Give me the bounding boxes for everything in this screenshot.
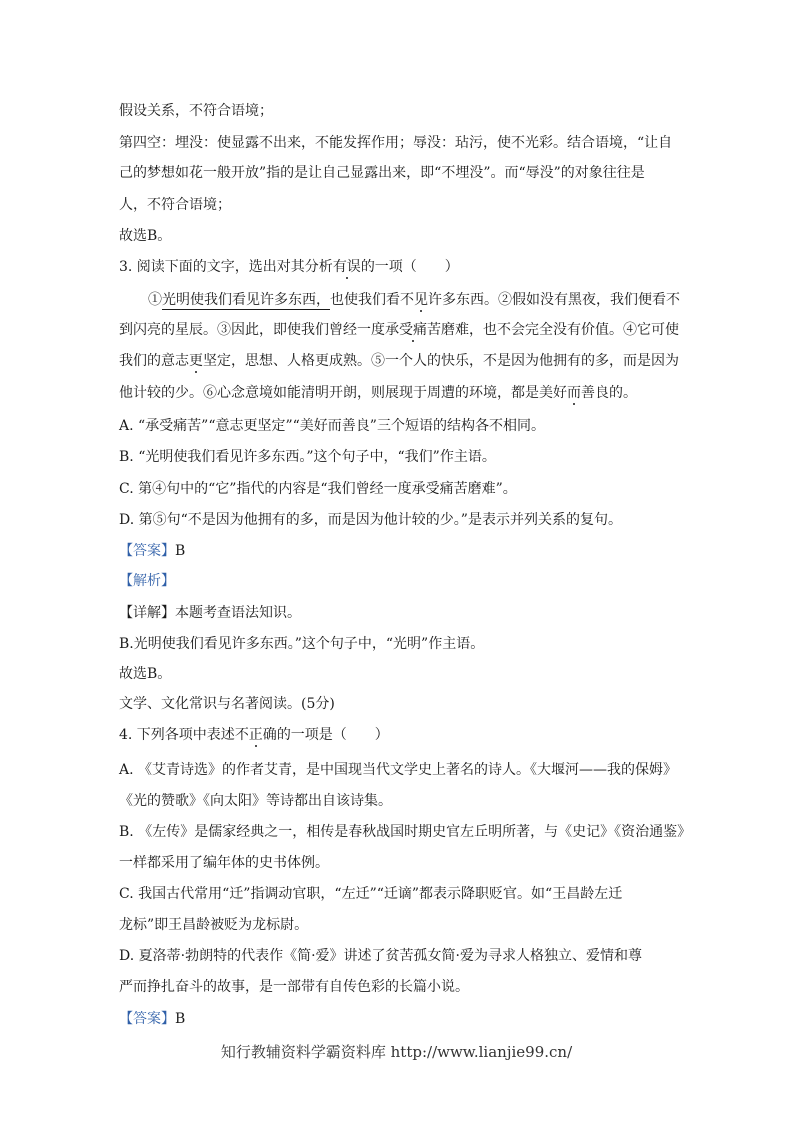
option-b: B. “光明使我们看见许多东西。”这个句子中，“我们”作主语。 <box>119 449 496 465</box>
option-d: D. 夏洛蒂·勃朗特的代表作《简·爱》讲述了贫苦孤女简·爱为寻求人格独立、爱情和尊 <box>119 948 642 964</box>
emphasis-dotted: 意志更坚定 <box>161 353 231 369</box>
footer-watermark: 知行教辅资料学霸资料库 http://www.lianjie99.cn/ <box>220 1043 573 1061</box>
answer-row <box>119 1009 185 1029</box>
section-heading: 文学、文化常识与名著阅读。(5分) <box>119 696 335 712</box>
conclude-line: 故选B。 <box>119 666 172 682</box>
answer-label: 【答案】 <box>119 543 175 559</box>
explain-line: B.光明使我们看见许多东西。”这个句子中，“光明”作主语。 <box>119 636 485 652</box>
option-c: C. 我国古代常用“迁”指调动官职，“左迁”“迁谪”都表示降职贬官。如“王昌龄左迁 <box>119 886 623 902</box>
question-4-stem: 4. 下列各项中表述不正确的一项是（ ） <box>119 727 389 743</box>
text-line: 第四空：埋没：使显露不出来，不能发挥作用；辱没：玷污，使不光彩。结合语境，“让自 <box>119 135 673 151</box>
emphasis-dotted: 有误 <box>332 259 361 275</box>
underlined-sentence: 光明使我们看见许多东西， <box>162 292 330 308</box>
option-a: A. 《艾青诗选》的作者艾青，是中国现当代文学史上著名的诗人。《大堰河——我的保姆》 <box>119 762 678 778</box>
passage-line: 我们的意志更坚定，思想、人格更成熟。⑤一个人的快乐，不是因为他拥有的多，而是因为 <box>119 353 679 369</box>
passage-line: ①光明使我们看见许多东西，也使我们看不见许多东西。②假如没有黑夜，我们便看不 <box>148 292 680 308</box>
answer-value: B <box>175 543 186 559</box>
emphasis-dotted: 美好而善良 <box>539 385 609 401</box>
option-b: B. 《左传》是儒家经典之一，相传是春秋战国时期史官左丘明所著，与《史记》《资治通鉴》 <box>119 824 692 840</box>
option-c: C. 第④句中的“它”指代的内容是“我们曾经一度承受痛苦磨难”。 <box>119 481 517 497</box>
passage-line: 他计较的少。⑥心念意境如能清明开朗，则展现于周遭的环境，都是美好而善良的。 <box>119 385 637 401</box>
text-line: 己的梦想如花一般开放”指的是让自己显露出来，即“不埋没”。而“辱没”的对象往往是 <box>119 165 645 181</box>
analysis-label: 【解析】 <box>119 573 175 589</box>
detail-line: 【详解】本题考查语法知识。 <box>119 605 301 621</box>
option-d: D. 第⑤句“不是因为他拥有的多，而是因为他计较的少。”是表示并列关系的复句。 <box>119 512 622 528</box>
answer-row <box>119 541 185 561</box>
emphasis-dotted: 承受痛苦 <box>385 322 441 338</box>
option-d-cont: 严而挣扎奋斗的故事，是一部带有自传色彩的长篇小说。 <box>119 979 469 995</box>
text-line: 假设关系，不符合语境； <box>119 103 273 119</box>
option-a: A. “承受痛苦”“意志更坚定”“美好而善良”三个短语的结构各不相同。 <box>119 418 545 434</box>
option-c-cont: 龙标”即王昌龄被贬为龙标尉。 <box>119 917 309 933</box>
option-b-cont: 一样都采用了编年体的史书体例。 <box>119 855 329 871</box>
passage-line: 到闪亮的星辰。③因此，即使我们曾经一度承受痛苦磨难，也不会完全没有价值。④它可使 <box>119 322 679 338</box>
answer-value: B <box>175 1011 186 1027</box>
text-line: 故选B。 <box>119 228 172 244</box>
emphasis-dotted: 不正确 <box>234 727 277 743</box>
text-line: 人，不符合语境； <box>119 197 231 213</box>
answer-label: 【答案】 <box>119 1011 175 1027</box>
question-3-stem: 3. 阅读下面的文字，选出对其分析有误的一项（ ） <box>119 259 459 275</box>
option-a-cont: 《光的赞歌》《向太阳》等诗都出自该诗集。 <box>119 793 392 809</box>
